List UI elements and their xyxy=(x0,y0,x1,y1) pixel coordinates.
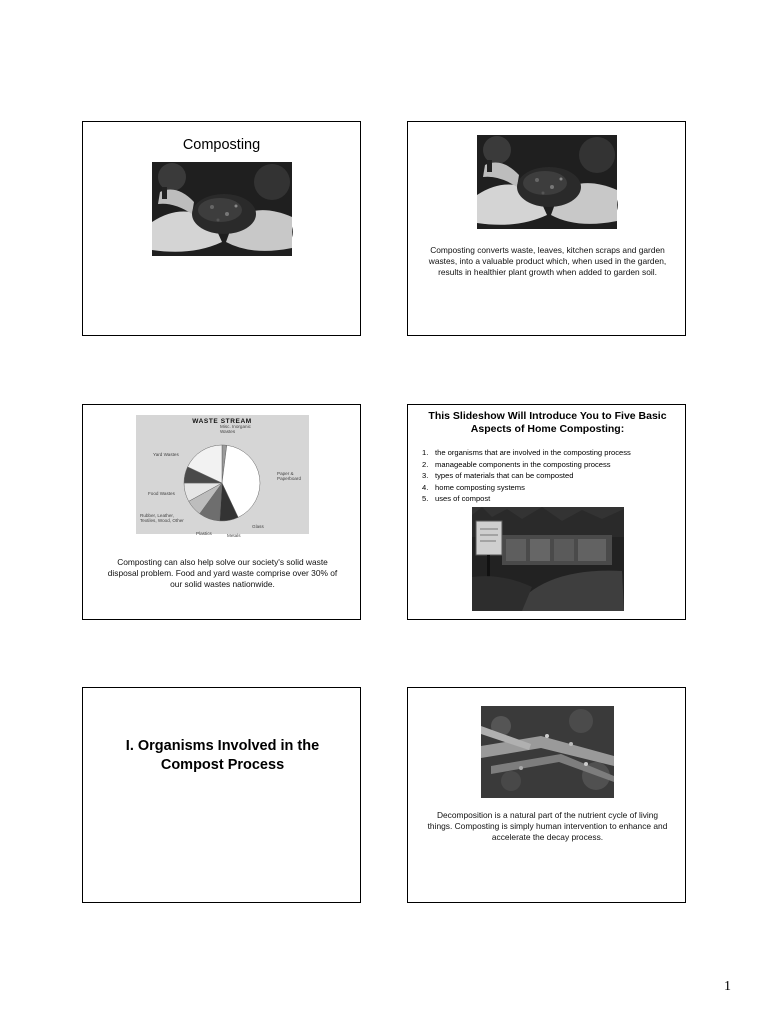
chart-label-paper: Paper & Paperboard xyxy=(277,471,302,481)
aspects-list xyxy=(422,447,682,505)
slide-3 xyxy=(82,404,361,620)
list-item-number: 2. xyxy=(422,459,429,469)
hands-holding-soil-photo xyxy=(477,135,617,229)
hands-holding-soil-photo xyxy=(152,162,292,256)
slide-title: This Slideshow Will Introduce You to Five Basic Aspects of Home Composting: xyxy=(428,410,667,435)
chart-label-misc: Misc. Inorganic Wastes xyxy=(220,424,251,434)
slide-4 xyxy=(407,404,686,620)
slide-2 xyxy=(407,121,686,336)
list-item xyxy=(422,493,682,505)
list-item-text: types of materials that can be composted xyxy=(435,471,574,480)
chart-label-plastics: Plastics xyxy=(196,531,212,536)
slide-title: Composting xyxy=(182,137,261,153)
slide-caption: Composting can also help solve our society's solid waste disposal problem. Food and yard waste comprise over 30% of our solid wastes nationwide. xyxy=(107,557,338,590)
chart-label-food: Food Wastes xyxy=(148,491,175,496)
slide-5 xyxy=(82,687,361,903)
list-item-text: manageable components in the composting process xyxy=(435,459,611,469)
list-item xyxy=(422,482,682,494)
slide-caption: Composting converts waste, leaves, kitchen scraps and garden wastes, into a valuable product which, when used in the garden, results in healthier plant growth when added to garden soil. xyxy=(428,245,667,278)
list-item-text: the organisms that are involved in the composting process xyxy=(435,448,631,457)
compost-garden-photo xyxy=(472,507,624,611)
slide-6 xyxy=(407,687,686,903)
list-item-number: 3. xyxy=(422,471,429,480)
waste-stream-pie-chart xyxy=(136,415,309,538)
list-item-text: home composting systems xyxy=(435,482,525,492)
chart-label-metals: Metals xyxy=(227,533,241,538)
list-item-number: 5. xyxy=(422,494,429,503)
chart-label-rubber: Rubber, Leather, Textiles, Wood, Other xyxy=(140,513,184,523)
chart-label-glass: Glass xyxy=(252,524,264,529)
list-item xyxy=(422,470,682,482)
list-item-number: 4. xyxy=(422,482,429,492)
decomposing-wood-photo xyxy=(481,706,614,798)
list-item-number: 1. xyxy=(422,448,429,457)
slide-title: I. Organisms Involved in the Compost Process xyxy=(125,738,320,773)
list-item xyxy=(422,447,682,459)
slide-caption: Decomposition is a natural part of the nutrient cycle of living things. Composting is simply human intervention to enhance and accelerate the decay process. xyxy=(427,810,668,843)
chart-title: WASTE STREAM xyxy=(192,418,252,425)
slide-1 xyxy=(82,121,361,336)
list-item xyxy=(422,459,682,471)
page-number: 1 xyxy=(724,979,731,994)
list-item-text: uses of compost xyxy=(435,494,491,503)
chart-label-yard: Yard Wastes xyxy=(153,452,179,457)
